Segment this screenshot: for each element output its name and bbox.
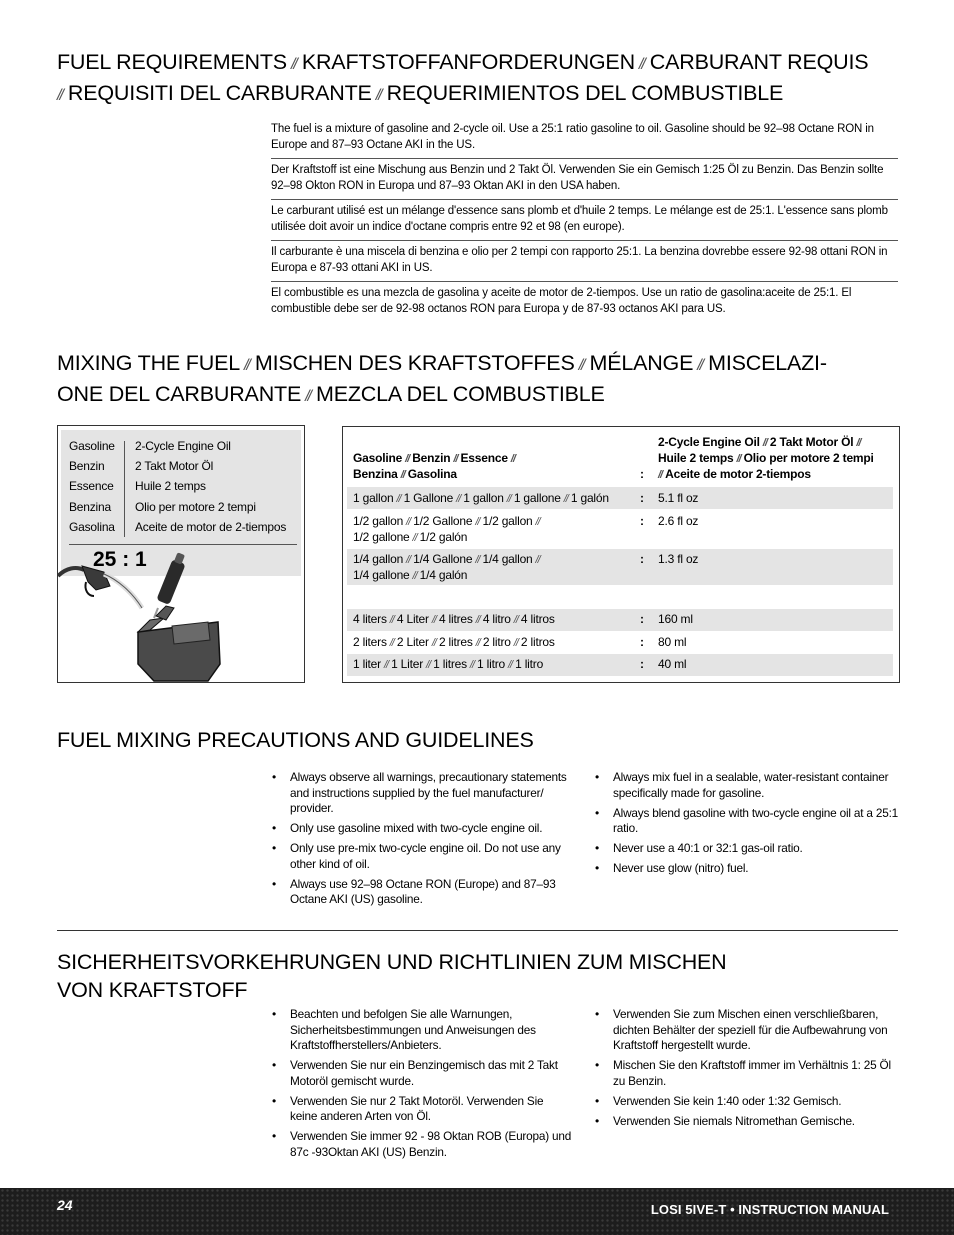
- row-colon: :: [640, 657, 644, 671]
- volume-part: 1 Gallone: [403, 491, 454, 505]
- page-number: 24: [57, 1197, 73, 1213]
- header-part: Gasoline: [353, 451, 403, 465]
- table-row: [347, 632, 893, 654]
- table-row: [347, 654, 893, 676]
- volume-part: 1 galón: [570, 491, 609, 505]
- list-item: • Verwenden Sie nur 2 Takt Motoröl. Verwenden Sie keine anderen Arten von Öl.: [272, 1094, 572, 1125]
- legend-fuel: Benzina: [69, 500, 111, 514]
- header-part: Benzina: [353, 467, 398, 481]
- title-part: REQUISITI DEL CARBURANTE: [67, 81, 372, 105]
- volume-cell: 1/4 gallon // 1/4 Gallone // 1/4 gallon // 1/4 gallone // 1/4 galón: [353, 552, 540, 582]
- oil-amount: 1.3 fl oz: [658, 552, 699, 566]
- legend-oil: 2-Cycle Engine Oil: [135, 439, 231, 453]
- list-item: • Verwenden Sie zum Mischen einen verschließbaren, dichten Behälter der speziell für die Aufbewahrung von Kraftstoff hergestellt wurde.: [595, 1007, 900, 1054]
- volume-part: 1/4 gallon: [482, 552, 533, 566]
- volume-cell: 4 liters // 4 Liter // 4 litres // 4 litro // 4 litros: [353, 612, 555, 626]
- mix-ratio: 25 : 1: [93, 548, 147, 571]
- header-part: 2-Cycle Engine Oil: [658, 435, 760, 449]
- header-part: Benzin: [412, 451, 451, 465]
- header-part: Huile 2 temps: [658, 451, 734, 465]
- legend-fuel: Gasoline: [69, 439, 115, 453]
- mixing-legend-box: [57, 425, 305, 683]
- volume-part: 1 gallone: [513, 491, 561, 505]
- page-footer: [0, 1188, 954, 1235]
- gas-can-icon: [138, 606, 220, 681]
- list-item: • Always observe all warnings, precautionary statements and instructions supplied by the fuel manufacturer/ provider.: [272, 770, 572, 817]
- volume-part: 1 gallon: [463, 491, 504, 505]
- oil-amount: 160 ml: [658, 612, 693, 626]
- section-divider: [57, 930, 898, 931]
- volume-part: 4 litro: [482, 612, 511, 626]
- volume-part: 1/2 gallon: [482, 514, 533, 528]
- list-item: • Verwenden Sie immer 92 - 98 Oktan ROB (Europa) und 87c -93Oktan AKI (US) Benzin.: [272, 1129, 572, 1160]
- list-item: • Beachten und befolgen Sie alle Warnungen, Sicherheitsbestimmungen und Anweisungen des Kraftstoffherstellers/Anbieters.: [272, 1007, 572, 1054]
- list-item: • Only use gasoline mixed with two-cycle engine oil.: [272, 821, 572, 837]
- volume-part: 4 litres: [438, 612, 473, 626]
- legend-divider: [124, 441, 125, 537]
- table-row: [347, 487, 893, 509]
- fuel-requirements-title: FUEL REQUIREMENTS // KRAFTSTOFFANFORDERUNGEN // CARBURANT REQUIS // REQUISITI DEL CARBURANTE // REQUERIMIENTOS DEL COMBUSTIBLE: [57, 50, 869, 105]
- title-part: MEZCLA DEL COMBUSTIBLE: [315, 382, 605, 406]
- title-part: MISCELAZI-: [708, 351, 827, 375]
- volume-part: 2 litres: [438, 635, 473, 649]
- volume-part: 1/4 galón: [419, 568, 468, 582]
- volume-part: 1/4 gallone: [353, 568, 410, 582]
- volume-part: 1 litro: [477, 657, 505, 671]
- legend-fuel: Gasolina: [69, 520, 115, 534]
- list-item: • Never use a 40:1 or 32:1 gas-oil ratio.: [595, 841, 900, 857]
- table-row: [347, 511, 893, 547]
- header-part: Essence: [460, 451, 508, 465]
- list-item: • Verwenden Sie niemals Nitromethan Gemische.: [595, 1114, 900, 1130]
- mixing-table: [342, 426, 900, 683]
- volume-part: 1 litres: [433, 657, 467, 671]
- title-line: SICHERHEITSVORKEHRUNGEN UND RICHTLINIEN ZUM MISCHEN: [57, 950, 727, 974]
- volume-cell: 2 liters // 2 Liter // 2 litres // 2 litro // 2 litros: [353, 635, 555, 649]
- row-colon: :: [640, 552, 644, 566]
- header-oil: 2-Cycle Engine Oil // 2 Takt Motor Öl // Huile 2 temps // Olio per motore 2 tempi // Aceite de motor 2-tiempos: [658, 435, 874, 481]
- volume-part: 2 Liter: [396, 635, 429, 649]
- legend-rule: [69, 544, 297, 545]
- volume-part: 2 litros: [520, 635, 555, 649]
- list-item: • Always use 92–98 Octane RON (Europe) and 87–93 Octane AKI (US) gasoline.: [272, 877, 572, 908]
- list-item: • Only use pre-mix two-cycle engine oil. Do not use any other kind of oil.: [272, 841, 572, 872]
- header-part: Olio per motore 2 tempi: [743, 451, 874, 465]
- volume-cell: 1/2 gallon // 1/2 Gallone // 1/2 gallon // 1/2 gallone // 1/2 galón: [353, 514, 540, 544]
- volume-part: 4 liters: [353, 612, 387, 626]
- title-part: FUEL REQUIREMENTS: [57, 50, 287, 74]
- volume-part: 1/4 gallon: [353, 552, 404, 566]
- manual-title: LOSI 5IVE-T • INSTRUCTION MANUAL: [650, 1202, 889, 1217]
- oil-amount: 80 ml: [658, 635, 687, 649]
- precautions-title-en: FUEL MIXING PRECAUTIONS AND GUIDELINES: [57, 728, 534, 752]
- volume-part: 1/2 galón: [419, 530, 468, 544]
- title-line: VON KRAFTSTOFF: [57, 978, 248, 1002]
- fuel-mixing-illustration: [58, 546, 304, 682]
- table-row: [347, 549, 893, 585]
- row-colon: :: [640, 514, 644, 528]
- table-row: [347, 609, 893, 631]
- title-part: ONE DEL CARBURANTE: [57, 382, 302, 406]
- volume-part: 1 litro: [515, 657, 544, 671]
- volume-part: 1/2 gallone: [353, 530, 410, 544]
- paragraph-en: The fuel is a mixture of gasoline and 2-cycle oil. Use a 25:1 ratio gasoline to oil. Gasoline should be 92–98 Octane RON in Europe and 87–93 Octane AKI in the US.: [271, 118, 898, 159]
- oil-amount: 2.6 fl oz: [658, 514, 699, 528]
- legend-fuel: Essence: [69, 479, 114, 493]
- title-part: MISCHEN DES KRAFTSTOFFES: [254, 351, 575, 375]
- title-part: REQUERIMIENTOS DEL COMBUSTIBLE: [386, 81, 784, 105]
- fuel-requirements-text: [271, 118, 898, 322]
- paragraph-de: Der Kraftstoff ist eine Mischung aus Benzin und 2 Takt Öl. Verwenden Sie ein Gemisch 1:25 Öl zu Benzin. Das Benzin sollte 92–98 Okton RON in Europa und 87–93 Oktan AKI in den USA haben.: [271, 159, 898, 200]
- volume-part: 1 gallon: [353, 491, 394, 505]
- title-part: MIXING THE FUEL: [57, 351, 240, 375]
- header-colon: :: [640, 467, 644, 481]
- volume-cell: 1 gallon // 1 Gallone // 1 gallon // 1 gallone // 1 galón: [353, 491, 609, 505]
- volume-part: 1/4 Gallone: [413, 552, 473, 566]
- hose-icon: [58, 568, 84, 576]
- paragraph-it: Il carburante è una miscela di benzina e olio per 2 tempi con rapporto 25:1. La benzina dovrebbe essere 92-98 ottani RON in Europa e 87-93 ottani AKI in US.: [271, 241, 898, 282]
- volume-part: 2 litro: [482, 635, 511, 649]
- precautions-de-left: [272, 1007, 572, 1165]
- precautions-title-de: [57, 948, 727, 1004]
- volume-cell: 1 liter // 1 Liter // 1 litres // 1 litro // 1 litro: [353, 657, 544, 671]
- precautions-en-left: [272, 770, 572, 912]
- legend-fuel: Benzin: [69, 459, 105, 473]
- legend-oil: Huile 2 temps: [135, 479, 206, 493]
- title-part: CARBURANT REQUIS: [649, 50, 869, 74]
- volume-part: 1 Liter: [391, 657, 424, 671]
- header-part: Gasolina: [407, 467, 457, 481]
- header-part: Aceite de motor 2-tiempos: [665, 467, 811, 481]
- legend-oil: 2 Takt Motor Öl: [135, 459, 214, 473]
- precautions-en-right: [595, 770, 900, 881]
- precautions-de-right: [595, 1007, 900, 1134]
- header-part: 2 Takt Motor Öl: [769, 435, 854, 449]
- paragraph-es: El combustible es una mezcla de gasolina y aceite de motor de 2-tiempos. Use un ratio de gasolina:aceite de 25:1. El combustible debe ser de 92-98 octanos RON para Europa y de 87-93 octanos AKI para US.: [271, 287, 852, 315]
- title-part: MÉLANGE: [589, 351, 694, 375]
- volume-part: 4 Liter: [396, 612, 429, 626]
- volume-part: 1/2 gallon: [353, 514, 404, 528]
- list-item: • Verwenden Sie kein 1:40 oder 1:32 Gemisch.: [595, 1094, 900, 1110]
- volume-part: 4 litros: [520, 612, 555, 626]
- paragraph-fr: Le carburant utilisé est un mélange d'essence sans plomb et d'huile 2 temps. Le mélange est de 25:1. L'essence sans plomb utilisée doit avoir un indice d'octane compris entre 92 et 98 (en europe).: [271, 200, 898, 241]
- mixing-title: MIXING THE FUEL // MISCHEN DES KRAFTSTOFFES // MÉLANGE // MISCELAZI- ONE DEL CARBURANTE // MEZCLA DEL COMBUSTIBLE: [57, 351, 827, 406]
- volume-part: 1/2 Gallone: [413, 514, 473, 528]
- row-colon: :: [640, 491, 644, 505]
- oil-amount: 5.1 fl oz: [658, 491, 699, 505]
- list-item: • Always blend gasoline with two-cycle engine oil at a 25:1 ratio.: [595, 806, 900, 837]
- volume-part: 2 liters: [353, 635, 387, 649]
- list-item: • Mischen Sie den Kraftstoff immer im Verhältnis 1: 25 Öl zu Benzin.: [595, 1058, 900, 1089]
- legend-oil: Olio per motore 2 tempi: [135, 500, 256, 514]
- header-fuel: Gasoline // Benzin // Essence // Benzina // Gasolina: [353, 451, 515, 481]
- row-colon: :: [640, 635, 644, 649]
- list-item: • Verwenden Sie nur ein Benzingemisch das mit 2 Takt Motoröl gemischt wurde.: [272, 1058, 572, 1089]
- title-part: KRAFTSTOFFANFORDERUNGEN: [301, 50, 635, 74]
- list-item: • Always mix fuel in a sealable, water-resistant container specifically made for gasoline.: [595, 770, 900, 801]
- fuel-nozzle-icon: [82, 566, 142, 608]
- oil-amount: 40 ml: [658, 657, 687, 671]
- table-header-row: [347, 435, 893, 483]
- list-item: • Never use glow (nitro) fuel.: [595, 861, 900, 877]
- row-colon: :: [640, 612, 644, 626]
- volume-part: 1 liter: [353, 657, 381, 671]
- legend-oil: Aceite de motor de 2-tiempos: [135, 520, 287, 534]
